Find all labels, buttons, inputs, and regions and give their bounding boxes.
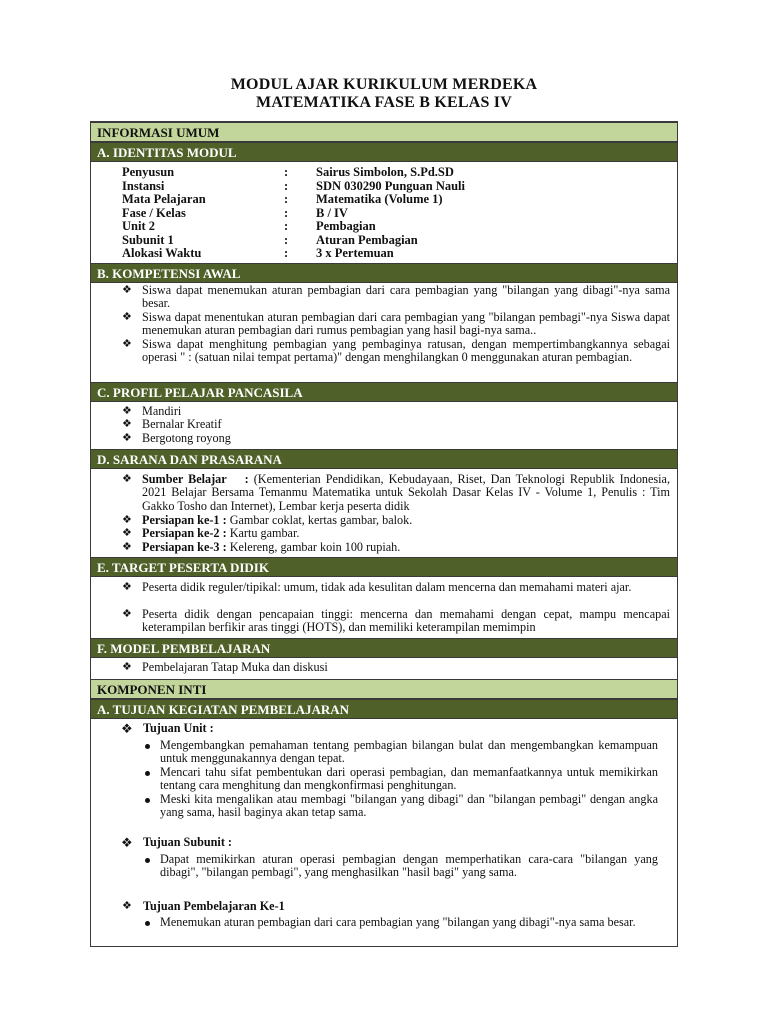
tujuan-pembelajaran-item: Menemukan aturan pembagian dari cara pembagian yang "bilangan yang dibagi"-nya sama besar. bbox=[160, 915, 636, 929]
section-komponen-inti: KOMPONEN INTI bbox=[91, 679, 677, 699]
kompetensi-item: Siswa dapat menemukan aturan pembagian dari cara pembagian yang "bilangan yang dibagi"-nya sama besar. bbox=[142, 283, 670, 311]
diamond-bullet-icon: ❖ bbox=[122, 338, 132, 350]
section-informasi-umum: INFORMASI UMUM bbox=[91, 122, 677, 142]
tujuan-unit-item: Meski kita mengalikan atau membagi "bilangan yang dibagi" dan "bilangan pembagi" dengan angka yang sama, hasil baginya akan tetap sama. bbox=[160, 792, 658, 820]
diamond-bullet-icon: ❖ bbox=[122, 311, 132, 323]
bullet-dot-icon bbox=[145, 771, 150, 776]
document-title: MODUL AJAR KURIKULUM MERDEKA bbox=[230, 76, 538, 93]
kompetensi-item: Siswa dapat menentukan aturan pembagian dari cara pembagian yang "bilangan pembagi"-nya Siswa dapat menemukan aturan pembagian dari rumus pembagian yang hasil bagi-nya sama.. bbox=[142, 310, 670, 338]
section-sarana-prasarana: D. SARANA DAN PRASARANA bbox=[91, 449, 677, 469]
diamond-bullet-icon: ❖ bbox=[122, 608, 132, 620]
diamond-bullet-icon: ❖ bbox=[122, 284, 132, 296]
sarana-item: Persiapan ke-2 : Kartu gambar. bbox=[142, 526, 300, 540]
diamond-bullet-icon: ❖ bbox=[121, 835, 133, 850]
diamond-bullet-icon: ❖ bbox=[122, 661, 132, 673]
kompetensi-item: Siswa dapat menghitung pembagian yang pembaginya ratusan, dengan mempertimbangkannya sebagai operasi " : (satuan nilai tempat pertama)" dengan menghilangkan 0 menggunakan aturan pembagian. bbox=[142, 337, 670, 365]
diamond-bullet-icon: ❖ bbox=[122, 405, 132, 417]
diamond-bullet-icon: ❖ bbox=[121, 721, 133, 736]
diamond-bullet-icon: ❖ bbox=[122, 418, 132, 430]
profil-item: Bergotong royong bbox=[142, 431, 231, 445]
profil-item: Mandiri bbox=[142, 404, 182, 418]
diamond-bullet-icon: ❖ bbox=[122, 432, 132, 444]
tujuan-unit-item: Mengembangkan pemahaman tentang pembagian bilangan bulat dan mengembangkan kemampuan untuk menggunakannya dengan tepat. bbox=[160, 738, 658, 766]
model-item: Pembelajaran Tatap Muka dan diskusi bbox=[142, 660, 328, 674]
tujuan-pembelajaran-heading: Tujuan Pembelajaran Ke-1 bbox=[143, 899, 285, 913]
profil-item: Bernalar Kreatif bbox=[142, 417, 222, 431]
tujuan-unit-item: Mencari tahu sifat pembentukan dari operasi pembagian, dan memanfaatkannya untuk memikirkan tentang cara menghitung dan mengkonfirmasi penghitungan. bbox=[160, 765, 658, 793]
diamond-bullet-icon: ❖ bbox=[122, 473, 132, 485]
bullet-dot-icon bbox=[145, 858, 150, 863]
sarana-item: Persiapan ke-3 : Kelereng, gambar koin 100 rupiah. bbox=[142, 540, 401, 554]
tujuan-subunit-heading: Tujuan Subunit : bbox=[143, 835, 232, 849]
section-target-peserta: E. TARGET PESERTA DIDIK bbox=[91, 557, 677, 577]
diamond-bullet-icon: ❖ bbox=[122, 581, 132, 593]
section-identitas-modul: A. IDENTITAS MODUL bbox=[91, 142, 677, 162]
bullet-dot-icon bbox=[145, 744, 150, 749]
document-subtitle: MATEMATIKA FASE B KELAS IV bbox=[256, 94, 512, 111]
diamond-bullet-icon: ❖ bbox=[122, 527, 132, 539]
section-kompetensi-awal: B. KOMPETENSI AWAL bbox=[91, 263, 677, 283]
bullet-dot-icon bbox=[145, 921, 150, 926]
tujuan-subunit-item: Dapat memikirkan aturan operasi pembagian dengan memperhatikan cara-cara "bilangan yang dibagi", "bilangan pembagi", yang menghasilkan "hasil bagi" yang sama. bbox=[160, 852, 658, 880]
diamond-bullet-icon: ❖ bbox=[122, 541, 132, 553]
section-profil-pelajar: C. PROFIL PELAJAR PANCASILA bbox=[91, 382, 677, 402]
document-page: MODUL AJAR KURIKULUM MERDEKA MATEMATIKA FASE B KELAS IV INFORMASI UMUM A. IDENTITAS MODUL Penyusun : Sairus Simbolon, S.Pd.SD Instansi : SDN 030290 Punguan Nauli Mata Pelajaran : Matematika (Volume 1) Fase / Kelas : B / IV Unit 2 : Pembagian Subunit 1 : Aturan Pembagian Alokasi Waktu : 3 x Pertemuan B. KOMPETENSI AWAL ❖ Siswa dapat menemukan aturan pembagian dari cara pembagian yang "bilangan yang dibagi"-nya sama besar. ❖ Siswa dapat menentukan aturan pembagian dari cara pembagian yang "bilangan pembagi"-nya Siswa dapat menemukan aturan pembagian dari rumus pembagian yang hasil bagi-nya sama.. ❖ Siswa dapat menghitung pembagian yang pembaginya ratusan, dengan mempertimbangkannya sebagai operasi " : (satuan nilai tempat pertama)" dengan menghilangkan 0 menggunakan aturan pembagian. C. PROFIL PELAJAR PANCASILA ❖ Mandiri ❖ Bernalar Kreatif ❖ Bergotong royong D. SARANA DAN PRASARANA ❖ Sumber Belajar : (Kementerian Pendidikan, Kebudayaan, Riset, Dan Teknologi Republik Indonesia, 2021 Belajar Bersama Temanmu Matematika untuk Sekolah Dasar Kelas IV - Volume 1, Penulis : Tim Gakko Tosho dan Internet), Lembar kerja peserta didik ❖ Persiapan ke-1 : Gambar coklat, kertas gambar, balok. ❖ Persiapan ke-2 : Kartu gambar. ❖ Persiapan ke-3 : Kelereng, gambar koin 100 rupiah. E. TARGET PESERTA DIDIK ❖ Peserta didik reguler/tipikal: umum, tidak ada kesulitan dalam mencerna dan memahami materi ajar. ❖ Peserta didik dengan pencapaian tinggi: mencerna dan memahami dengan cepat, mampu mencapai keterampilan berfikir aras tinggi (HOTS), dan memiliki keterampilan memimpin F. MODEL PEMBELAJARAN ❖ Pembelajaran Tatap Muka dan diskusi KOMPONEN INTI A. TUJUAN KEGIATAN PEMBELAJARAN ❖ Tujuan Unit : Mengembangkan pemahaman tentang pembagian bilangan bulat dan mengembangkan kemampuan untuk menggunakannya dengan tepat. Mencari tahu sifat pembentukan dari operasi pembagian, dan memanfaatkannya untuk memikirkan tentang cara menghitung dan mengkonfirmasi penghitungan. Meski kita mengalikan atau membagi "bilangan yang dibagi" dan "bilangan pembagi" dengan angka yang sama, hasil baginya akan tetap sama. ❖ Tujuan Subunit : Dapat memikirkan aturan operasi pembagian dengan memperhatikan cara-cara "bilangan yang dibagi", "bilangan pembagi", yang menghasilkan "hasil bagi" yang sama. ❖ Tujuan Pembelajaran Ke-1 Menemukan aturan pembagian dari cara pembagian yang "bilangan yang dibagi"-nya sama besar. bbox=[0, 0, 768, 1024]
tujuan-unit-heading: Tujuan Unit : bbox=[143, 721, 214, 735]
target-item: Peserta didik dengan pencapaian tinggi: mencerna dan memahami dengan cepat, mampu mencapai keterampilan berfikir aras tinggi (HOTS), dan memiliki keterampilan memimpin bbox=[142, 607, 670, 635]
diamond-bullet-icon: ❖ bbox=[122, 900, 132, 912]
section-model-pembelajaran: F. MODEL PEMBELAJARAN bbox=[91, 638, 677, 658]
sarana-item: Persiapan ke-1 : Gambar coklat, kertas gambar, balok. bbox=[142, 513, 413, 527]
section-tujuan-kegiatan: A. TUJUAN KEGIATAN PEMBELAJARAN bbox=[91, 699, 677, 719]
diamond-bullet-icon: ❖ bbox=[122, 514, 132, 526]
sarana-item: Sumber Belajar : (Kementerian Pendidikan, Kebudayaan, Riset, Dan Teknologi Republik Indonesia, 2021 Belajar Bersama Temanmu Matematika untuk Sekolah Dasar Kelas IV - Volume 1, Penulis : Tim Gakko Tosho dan Internet), Lembar kerja peserta didik bbox=[142, 472, 670, 513]
bullet-dot-icon bbox=[145, 798, 150, 803]
target-item: Peserta didik reguler/tipikal: umum, tidak ada kesulitan dalam mencerna dan memahami materi ajar. bbox=[142, 580, 632, 594]
